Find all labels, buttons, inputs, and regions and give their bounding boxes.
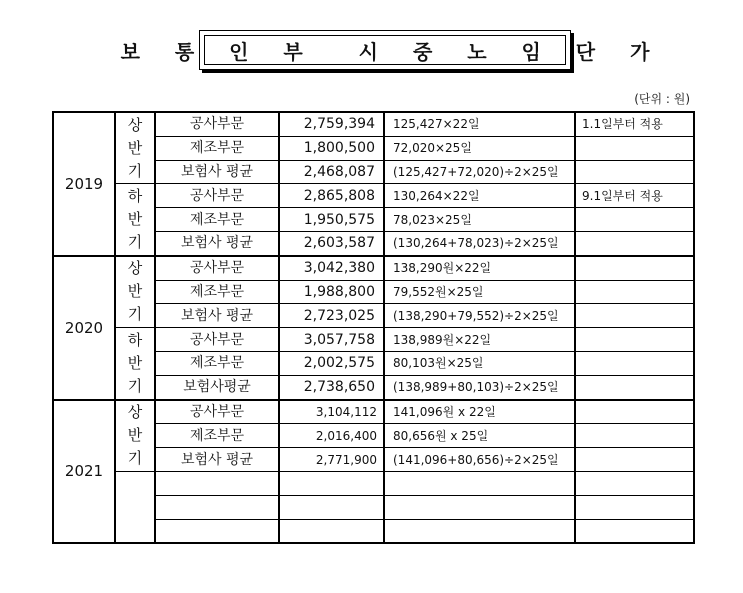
amount-cell: 2,002,575 (279, 351, 384, 375)
table-row (53, 112, 694, 136)
amount-cell: 2,738,650 (279, 375, 384, 399)
half-label-cell (115, 256, 155, 328)
half-label-char: 하 (127, 330, 143, 349)
category-cell: 제조부문 (155, 280, 279, 304)
note-cell (575, 280, 694, 304)
half-label-char: 기 (127, 305, 143, 324)
amount-cell: 2,603,587 (279, 231, 384, 255)
formula-cell: 78,023×25일 (384, 208, 575, 232)
formula-cell: (141,096+80,656)÷2×25일 (384, 448, 575, 472)
category-cell: 공사부문 (155, 328, 279, 352)
title-inner-frame (120, 35, 664, 65)
category-cell: 공사부문 (155, 256, 279, 280)
half-label-cell (115, 112, 155, 184)
formula-cell: 125,427×22일 (384, 112, 575, 136)
formula-cell (384, 471, 575, 495)
half-label-char: 상 (127, 259, 143, 278)
note-cell (575, 256, 694, 280)
category-cell: 제조부문 (155, 351, 279, 375)
note-cell (575, 304, 694, 328)
amount-cell: 1,950,575 (279, 208, 384, 232)
table-row (53, 471, 694, 495)
category-cell (155, 519, 279, 543)
note-cell (575, 231, 694, 255)
formula-cell: (138,290+79,552)÷2×25일 (384, 304, 575, 328)
amount-cell: 3,057,758 (279, 328, 384, 352)
amount-cell: 2,759,394 (279, 112, 384, 136)
formula-cell: 141,096원 x 22일 (384, 400, 575, 424)
note-cell (575, 448, 694, 472)
note-cell (575, 136, 694, 160)
half-label-char: 반 (127, 353, 143, 372)
formula-cell (384, 519, 575, 543)
table-row (53, 328, 694, 352)
table-row (53, 400, 694, 424)
formula-cell (384, 495, 575, 519)
note-cell (575, 351, 694, 375)
note-cell (575, 375, 694, 399)
formula-cell: (130,264+78,023)÷2×25일 (384, 231, 575, 255)
amount-cell (279, 519, 384, 543)
category-cell: 보험사 평균 (155, 231, 279, 255)
formula-cell: 80,103원×25일 (384, 351, 575, 375)
half-label-char: 상 (127, 403, 143, 422)
half-label-cell (115, 328, 155, 400)
category-cell: 제조부문 (155, 424, 279, 448)
amount-cell: 2,016,400 (279, 424, 384, 448)
amount-cell: 2,723,025 (279, 304, 384, 328)
amount-cell: 2,468,087 (279, 160, 384, 184)
half-label-char: 기 (127, 161, 143, 180)
amount-cell: 1,988,800 (279, 280, 384, 304)
wage-table (52, 111, 695, 544)
category-cell: 보험사평균 (155, 375, 279, 399)
table-row (53, 184, 694, 208)
half-label-char: 기 (127, 449, 143, 468)
category-cell (155, 495, 279, 519)
unit-label: (단위 : 원) (634, 92, 690, 106)
category-cell: 보험사 평균 (155, 160, 279, 184)
half-label-char: 기 (127, 233, 143, 252)
table-row (53, 256, 694, 280)
note-cell (575, 328, 694, 352)
half-label-cell (115, 471, 155, 543)
formula-cell: 130,264×22일 (384, 184, 575, 208)
formula-cell: 72,020×25일 (384, 136, 575, 160)
category-cell: 제조부문 (155, 136, 279, 160)
category-cell (155, 471, 279, 495)
amount-cell (279, 495, 384, 519)
year-cell: 2020 (53, 256, 115, 400)
half-label-char: 반 (127, 426, 143, 445)
category-cell: 공사부문 (155, 400, 279, 424)
note-cell (575, 471, 694, 495)
amount-cell: 2,865,808 (279, 184, 384, 208)
amount-cell: 3,104,112 (279, 400, 384, 424)
note-cell (575, 424, 694, 448)
note-cell (575, 208, 694, 232)
formula-cell: (125,427+72,020)÷2×25일 (384, 160, 575, 184)
formula-cell: 138,290원×22일 (384, 256, 575, 280)
formula-cell: 138,989원×22일 (384, 328, 575, 352)
note-cell (575, 495, 694, 519)
half-label-char: 반 (127, 210, 143, 229)
formula-cell: 80,656원 x 25일 (384, 424, 575, 448)
amount-cell: 3,042,380 (279, 256, 384, 280)
half-label-char: 반 (127, 138, 143, 157)
category-cell: 보험사 평균 (155, 304, 279, 328)
category-cell: 제조부문 (155, 208, 279, 232)
title-box (120, 30, 664, 70)
category-cell: 공사부문 (155, 184, 279, 208)
note-cell: 1.1일부터 적용 (575, 112, 694, 136)
amount-cell: 1,800,500 (279, 136, 384, 160)
half-label-char: 상 (127, 115, 143, 134)
formula-cell: 79,552원×25일 (384, 280, 575, 304)
half-label-cell (115, 184, 155, 256)
note-cell (575, 400, 694, 424)
year-cell: 2021 (53, 400, 115, 544)
amount-cell: 2,771,900 (279, 448, 384, 472)
page-title: 보 통 인 부 시 중 노 임 단 가 (120, 39, 664, 64)
half-label-char: 반 (127, 282, 143, 301)
category-cell: 보험사 평균 (155, 448, 279, 472)
note-cell (575, 519, 694, 543)
amount-cell (279, 471, 384, 495)
note-cell: 9.1일부터 적용 (575, 184, 694, 208)
note-cell (575, 160, 694, 184)
formula-cell: (138,989+80,103)÷2×25일 (384, 375, 575, 399)
half-label-cell (115, 400, 155, 472)
half-label-char: 기 (127, 376, 143, 395)
half-label-char: 하 (127, 187, 143, 206)
category-cell: 공사부문 (155, 112, 279, 136)
year-cell: 2019 (53, 112, 115, 256)
